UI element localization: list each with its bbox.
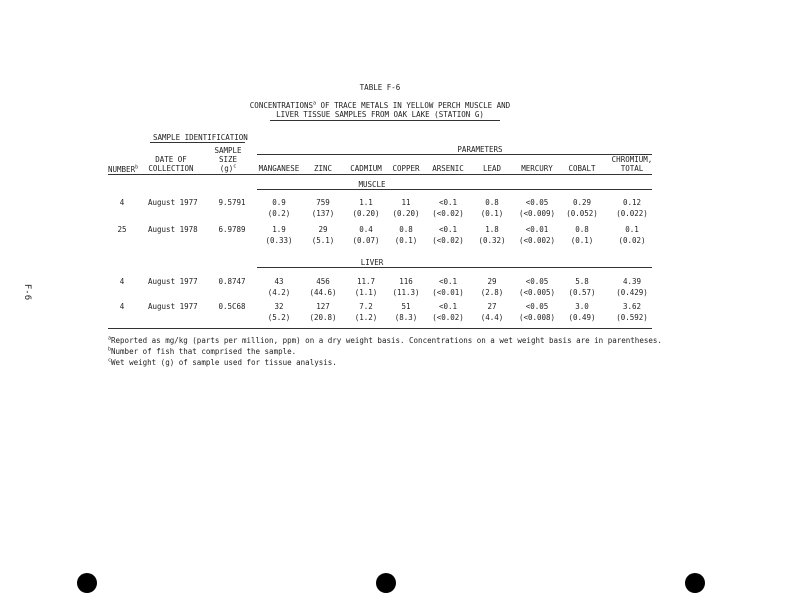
value-dry: <0.1 [438, 198, 458, 207]
value-wet: (5.2) [267, 313, 291, 322]
value-mercury [512, 276, 562, 298]
footnote-text: Wet weight (g) of sample used for tissue analysis. [111, 358, 337, 367]
value-dry: 27 [487, 302, 497, 311]
value-cadmium [342, 197, 390, 219]
row-size: 9.5791 [218, 198, 246, 207]
row-number: 4 [119, 198, 125, 207]
col-mercury-header: MERCURY [521, 164, 553, 173]
value-dry: <0.05 [525, 277, 549, 286]
value-wet: (<0.009) [518, 209, 556, 218]
table-row [0, 276, 785, 300]
section-liver-rule [257, 267, 652, 268]
parameters-rule [257, 154, 652, 155]
header-rule [108, 174, 652, 175]
title-text-b: OF TRACE METALS IN YELLOW PERCH MUSCLE AND [316, 101, 511, 110]
size-header-line3 [208, 164, 248, 173]
date-header-line2: COLLECTION [148, 164, 194, 173]
value-dry: 5.8 [575, 277, 589, 286]
value-manganese [251, 197, 307, 219]
value-wet: (0.57) [568, 288, 596, 297]
value-dry: <0.05 [525, 198, 549, 207]
value-cobalt [560, 301, 604, 323]
value-dry: 51 [401, 302, 411, 311]
value-dry: 0.8 [575, 225, 589, 234]
value-dry: 0.8 [399, 225, 413, 234]
value-manganese [251, 276, 307, 298]
footnote-text: Number of fish that comprised the sample. [111, 347, 297, 356]
value-wet: (1.1) [354, 288, 378, 297]
col-lead-header: LEAD [482, 164, 502, 173]
value-dry: 11.7 [356, 277, 376, 286]
value-dry: 0.9 [272, 198, 286, 207]
value-wet: (0.20) [392, 209, 420, 218]
size-footnote-mark: c [233, 163, 237, 170]
value-dry: 0.8 [485, 198, 499, 207]
value-copper [386, 276, 426, 298]
value-dry: 29 [487, 277, 497, 286]
value-wet: (0.32) [478, 236, 506, 245]
row-size: 6.9789 [218, 225, 246, 234]
value-arsenic [424, 197, 472, 219]
title-text-a: CONCENTRATIONS [249, 101, 314, 110]
value-mercury [512, 301, 562, 323]
date-header-line1: DATE OF [155, 155, 187, 164]
value-wet: (<0.008) [518, 313, 556, 322]
value-dry: 759 [316, 198, 330, 207]
value-wet: (0.2) [267, 209, 291, 218]
table-row [0, 197, 785, 221]
value-dry: 7.2 [359, 302, 373, 311]
value-dry: <0.05 [525, 302, 549, 311]
col-copper-header: COPPER [392, 164, 420, 173]
value-dry: 4.39 [622, 277, 642, 286]
value-cobalt [560, 276, 604, 298]
value-wet: (0.052) [566, 209, 598, 218]
binder-hole-left [77, 573, 97, 593]
value-zinc [301, 224, 345, 246]
size-header-line2: SIZE [218, 155, 238, 164]
footnote-text: Reported as mg/kg (parts per million, ppm) on a dry weight basis. Concentrations on a wet weight basis are in parentheses. [111, 336, 662, 345]
value-dry: 127 [316, 302, 330, 311]
value-manganese [251, 301, 307, 323]
value-dry: <0.01 [525, 225, 549, 234]
binder-hole-center [376, 573, 396, 593]
table-title-line1 [200, 101, 560, 110]
sample-id-rule [150, 142, 245, 143]
value-wet: (0.07) [352, 236, 380, 245]
value-wet: (0.1) [394, 236, 418, 245]
value-wet: (0.02) [618, 236, 646, 245]
value-copper [386, 197, 426, 219]
value-wet: (<0.002) [518, 236, 556, 245]
col-chromium-header-line2: TOTAL [620, 164, 644, 173]
value-wet: (<0.02) [432, 209, 464, 218]
value-chromium [603, 197, 661, 219]
value-dry: 43 [274, 277, 284, 286]
value-wet: (<0.02) [432, 236, 464, 245]
value-dry: 456 [316, 277, 330, 286]
footnote-c [108, 358, 337, 367]
value-zinc [301, 197, 345, 219]
sample-identification-heading: SAMPLE IDENTIFICATION [153, 133, 248, 142]
value-wet: (11.3) [392, 288, 420, 297]
value-chromium [603, 301, 661, 323]
value-dry: 0.12 [622, 198, 642, 207]
value-dry: 3.62 [622, 302, 642, 311]
value-dry: 1.8 [485, 225, 499, 234]
size-unit: (g) [219, 164, 234, 173]
value-dry: 0.4 [359, 225, 373, 234]
col-chromium-header-line1: CHROMIUM, [611, 155, 653, 164]
value-wet: (0.20) [352, 209, 380, 218]
number-header-label: NUMBER [108, 165, 136, 174]
value-dry: <0.1 [438, 277, 458, 286]
value-copper [386, 224, 426, 246]
table-label: TABLE F-6 [359, 83, 401, 92]
row-size: 0.5C68 [218, 302, 246, 311]
size-header-line1: SAMPLE [214, 146, 242, 155]
row-date: August 1977 [148, 277, 198, 286]
table-row [0, 301, 785, 325]
value-arsenic [424, 301, 472, 323]
value-zinc [301, 276, 345, 298]
footnote-mark: b [108, 346, 112, 353]
value-dry: <0.1 [438, 302, 458, 311]
value-wet: (4.2) [267, 288, 291, 297]
value-lead [470, 301, 514, 323]
value-wet: (<0.02) [432, 313, 464, 322]
value-wet: (5.1) [311, 236, 335, 245]
binder-hole-right [685, 573, 705, 593]
value-wet: (2.8) [480, 288, 504, 297]
table-row [0, 224, 785, 248]
value-zinc [301, 301, 345, 323]
value-dry: 0.29 [572, 198, 592, 207]
number-footnote-mark: b [135, 164, 139, 171]
value-dry: 116 [399, 277, 413, 286]
table-title-line2: LIVER TISSUE SAMPLES FROM OAK LAKE (STATION G) [276, 110, 484, 119]
row-date: August 1977 [148, 198, 198, 207]
page-side-label: F-6 [22, 283, 32, 301]
section-muscle-label: MUSCLE [358, 180, 386, 189]
title-footnote-mark: a [313, 100, 317, 107]
row-number: 4 [119, 302, 125, 311]
value-wet: (44.6) [309, 288, 337, 297]
value-dry: 1.1 [359, 198, 373, 207]
value-dry: 29 [318, 225, 328, 234]
footnote-mark: a [108, 335, 112, 342]
value-wet: (<0.005) [518, 288, 556, 297]
section-liver-label: LIVER [360, 258, 384, 267]
value-cadmium [342, 301, 390, 323]
col-manganese-header: MANGANESE [258, 164, 300, 173]
row-date: August 1978 [148, 225, 198, 234]
number-header [108, 165, 138, 174]
value-cadmium [342, 276, 390, 298]
value-wet: (0.1) [570, 236, 594, 245]
value-mercury [512, 197, 562, 219]
title-underline [270, 120, 500, 121]
value-dry: <0.1 [438, 225, 458, 234]
footnote-mark: c [108, 357, 112, 364]
value-chromium [603, 224, 661, 246]
value-wet: (4.4) [480, 313, 504, 322]
col-arsenic-header: ARSENIC [432, 164, 464, 173]
value-chromium [603, 276, 661, 298]
value-arsenic [424, 276, 472, 298]
value-dry: 1.9 [272, 225, 286, 234]
row-number: 25 [117, 225, 127, 234]
value-arsenic [424, 224, 472, 246]
value-wet: (0.022) [616, 209, 648, 218]
value-lead [470, 197, 514, 219]
value-wet: (0.429) [616, 288, 648, 297]
row-date: August 1977 [148, 302, 198, 311]
value-dry: 3.0 [575, 302, 589, 311]
col-cadmium-header: CADMIUM [350, 164, 382, 173]
value-dry: 11 [401, 198, 411, 207]
value-wet: (0.592) [616, 313, 648, 322]
row-size: 0.8747 [218, 277, 246, 286]
value-wet: (<0.01) [432, 288, 464, 297]
value-cobalt [560, 224, 604, 246]
value-dry: 0.1 [625, 225, 639, 234]
value-wet: (20.8) [309, 313, 337, 322]
value-copper [386, 301, 426, 323]
value-wet: (0.33) [265, 236, 293, 245]
value-dry: 32 [274, 302, 284, 311]
value-lead [470, 224, 514, 246]
value-cobalt [560, 197, 604, 219]
footnote-a [108, 336, 662, 345]
value-wet: (137) [311, 209, 335, 218]
value-cadmium [342, 224, 390, 246]
value-wet: (8.3) [394, 313, 418, 322]
col-cobalt-header: COBALT [568, 164, 596, 173]
value-wet: (0.49) [568, 313, 596, 322]
parameters-heading: PARAMETERS [457, 145, 503, 154]
section-muscle-rule [257, 189, 652, 190]
value-lead [470, 276, 514, 298]
table-bottom-rule [108, 328, 652, 329]
value-wet: (0.1) [480, 209, 504, 218]
value-wet: (1.2) [354, 313, 378, 322]
value-manganese [251, 224, 307, 246]
footnote-b [108, 347, 296, 356]
row-number: 4 [119, 277, 125, 286]
col-zinc-header: ZINC [313, 164, 333, 173]
value-mercury [512, 224, 562, 246]
